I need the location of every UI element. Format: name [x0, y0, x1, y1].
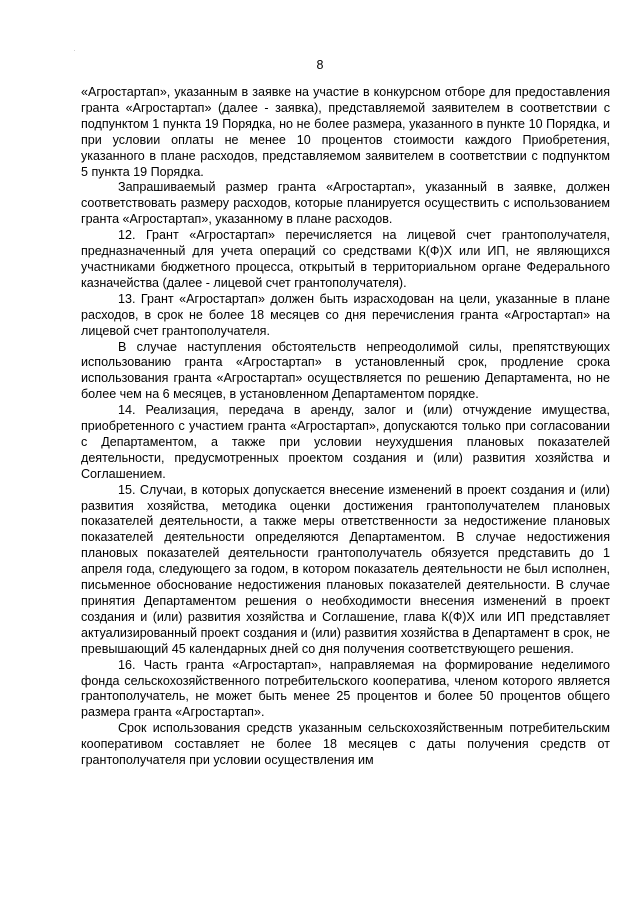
- paragraph-p-12: 12. Грант «Агростартап» перечисляется на лицевой счет грантополучателя, предназначенный для учета операций со средствами К(Ф)Х или ИП, не являющихся участниками бюджетного процесса, открытый в территориальном органе Федерального казначейства (далее - лицевой счет грантополучателя).: [81, 228, 610, 290]
- paragraph-p-16: 16. Часть гранта «Агростартап», направляемая на формирование неделимого фонда сельскохозяйственного потребительского кооператива, членом которого является грантополучатель, не может быть менее 25 процентов и более 50 процентов общего размера гранта «Агростартап».: [81, 657, 610, 720]
- paragraph-p-term: Срок использования средств указанным сельскохозяйственным потребительским кооперативом составляет не более 18 месяцев с даты получения средств от грантополучателя при условии осуществления им: [81, 721, 610, 768]
- paragraph-p-force-majeure: В случае наступления обстоятельств непреодолимой силы, препятствующих использованию гранта «Агростартап» в установленный срок, продление срока использования гранта «Агростартап» осуществляется по решению Департамента, но не более чем на 6 месяцев, в установленном Департаментом порядке.: [81, 339, 610, 402]
- scan-mark: [74, 50, 75, 51]
- paragraph-p-14: 14. Реализация, передача в аренду, залог и (или) отчуждение имущества, приобретенного с участием гранта «Агростартап», допускаются только при согласовании с Департаментом, а также при условии неухудшения плановых показателей деятельности, предусмотренных проектом создания и (или) развития хозяйства и Соглашением.: [81, 403, 610, 481]
- paragraph-p-13: 13. Грант «Агростартап» должен быть израсходован на цели, указанные в плане расходов, в срок не более 18 месяцев со дня перечисления гранта «Агростартап» на лицевой счет грантополучателя.: [81, 291, 610, 338]
- paragraph-p-15: 15. Случаи, в которых допускается внесение изменений в проект создания и (или) развития хозяйства, методика оценки достижения грантополучателем плановых показателей деятельности, а также меры ответственности за недостижение плановых показателей деятельности определяются Департаментом. В случае недостижения плановых показателей деятельности грантополучатель обязуется представить до 1 апреля года, следующего за годом, в котором показатель деятельности не был исполнен, письменное обоснование недостижения плановых показателей деятельности. В случае принятия Департаментом решения о необходимости внесения изменений в проект создания и (или) развития хозяйства и Соглашение, глава К(Ф)Х или ИП представляет актуализированный проект создания и (или) развития хозяйства в Департамент в срок, не превышающий 45 календарных дней со дня получения соответствующего решения.: [81, 482, 610, 656]
- paragraph-p-requested-size: Запрашиваемый размер гранта «Агростартап», указанный в заявке, должен соответствовать размеру расходов, которые планируется осуществить с использованием гранта «Агростартап», указанному в плане расходов.: [81, 180, 610, 227]
- paragraph-p-continuation: «Агростартап», указанным в заявке на участие в конкурсном отборе для предоставления гранта «Агростартап» (далее - заявка), представляемой заявителем в соответствии с подпунктом 1 пункта 19 Порядка, но не более размера, указанного в пункте 10 Порядка, и при условии оплаты не менее 10 процентов стоимости каждого Приобретения, указанного в плане расходов, представляемом заявителем в соответствии с подпунктом 5 пункта 19 Порядка.: [81, 85, 610, 179]
- page-number: 8: [316, 58, 324, 72]
- document-body: [81, 85, 610, 769]
